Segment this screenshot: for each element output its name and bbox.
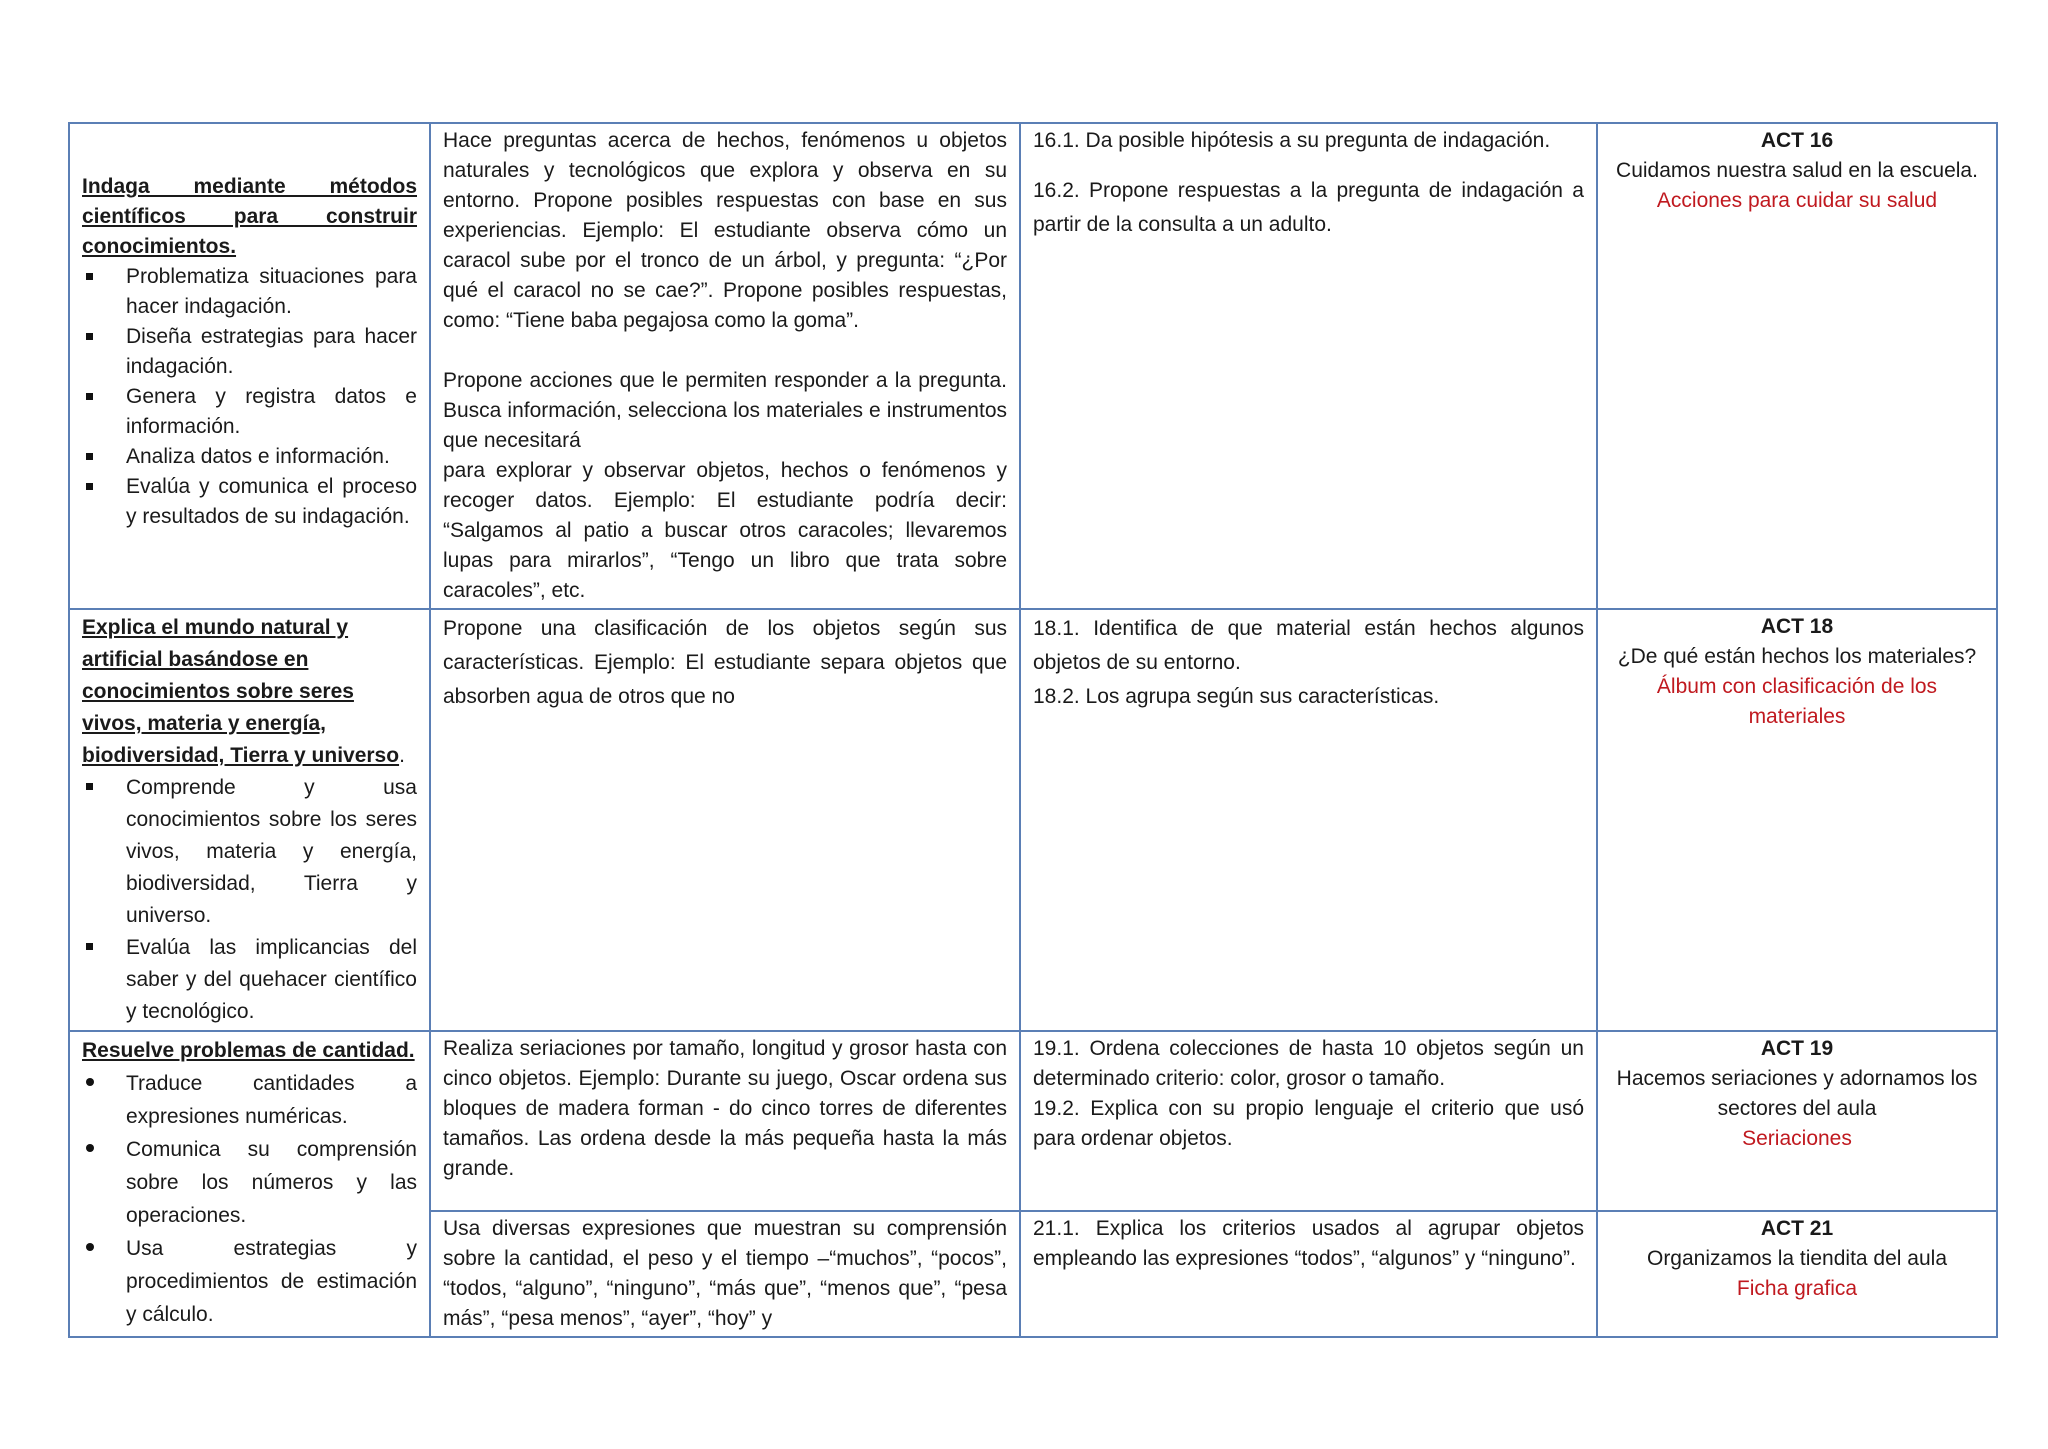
criterion-text: 18.2. Los agrupa según sus características. [1033, 685, 1440, 708]
performance-text: Hace preguntas acerca de hechos, fenómenos u objetos naturales y tecnológicos que explora y observa en su entorno. Propone posibles respuestas con base en sus experiencias. Ejemplo: El estudiante observa cómo un caracol sube por el tronco de un árbol, y pregunta: “¿Por qué el caracol no se cae?”. Propone posibles respuestas, como: “Tiene baba pegajosa como la goma”. [443, 129, 1007, 332]
criterion-text: 19.1. Ordena colecciones de hasta 10 objetos según un determinado criterio: color, grosor o tamaño. [1033, 1037, 1584, 1090]
activity-cell [1597, 1211, 1997, 1337]
activity-title: Cuidamos nuestra salud en la escuela. [1616, 159, 1978, 182]
competency-cell [69, 1031, 430, 1337]
performance-text: Propone acciones que le permiten responder a la pregunta. Busca información, selecciona los materiales e instrumentos que necesitará [443, 369, 1007, 452]
activity-code: ACT 19 [1760, 1037, 1834, 1060]
performance-cell [430, 1031, 1020, 1211]
capacity-item: Comprende y usa conocimientos sobre los seres vivos, materia y energía, biodiversidad, Tierra y universo. [82, 772, 417, 932]
capacity-item: Usa estrategias y procedimientos de estimación y cálculo. [82, 1232, 417, 1331]
performance-cell [430, 609, 1020, 1031]
activity-product: Álbum con clasificación de los materiales [1656, 675, 1938, 728]
capacity-item: Diseña estrategias para hacer indagación. [82, 322, 417, 382]
performance-text: Realiza seriaciones por tamaño, longitud y grosor hasta con cinco objetos. Ejemplo: Durante su juego, Oscar ordena sus bloques de madera forman - do cinco torres de diferentes tamaños. Las ordena desde la más pequeña hasta la más grande. [443, 1037, 1007, 1180]
competency-cell [69, 123, 430, 609]
criterion-text: 21.1. Explica los criterios usados al agrupar objetos empleando las expresiones “todos”, “algunos” y “ninguno”. [1033, 1217, 1584, 1270]
table-row [69, 1031, 1997, 1211]
capacity-item: Evalúa y comunica el proceso y resultados de su indagación. [82, 472, 417, 532]
capacity-list [82, 1067, 417, 1331]
competency-suffix: . [399, 744, 405, 767]
competency-title: Resuelve problemas de cantidad. [82, 1039, 415, 1062]
competency-title: Explica el mundo natural y artificial basándose en conocimientos sobre seres vivos, materia y energía, biodiversidad, Tierra y universo [82, 616, 400, 767]
competency-title: Indaga mediante métodos científicos para construir conocimientos. [82, 175, 417, 258]
criteria-cell [1020, 1031, 1597, 1211]
activity-cell [1597, 1031, 1997, 1211]
criteria-cell [1020, 1211, 1597, 1337]
performance-cell [430, 1211, 1020, 1337]
activity-product: Seriaciones [1742, 1127, 1852, 1150]
activity-cell [1597, 123, 1997, 609]
capacity-list [82, 262, 417, 532]
criterion-text: 19.2. Explica con su propio lenguaje el criterio que usó para ordenar objetos. [1033, 1097, 1584, 1150]
table-row [69, 609, 1997, 1031]
performance-text: Usa diversas expresiones que muestran su comprensión sobre la cantidad, el peso y el tiempo –“muchos”, “pocos”, “todos, “alguno”, “ninguno”, “más que”, “menos que”, “pesa más”, “pesa menos”, “ayer”, “hoy” y [443, 1217, 1007, 1330]
planning-table [68, 122, 1998, 1338]
criterion-text: 16.1. Da posible hipótesis a su pregunta de indagación. [1033, 129, 1551, 152]
capacity-item: Evalúa las implicancias del saber y del quehacer científico y tecnológico. [82, 932, 417, 1028]
activity-cell [1597, 609, 1997, 1031]
criterion-text: 18.1. Identifica de que material están hechos algunos objetos de su entorno. [1033, 617, 1584, 674]
criterion-text: 16.2. Propone respuestas a la pregunta de indagación a partir de la consulta a un adulto. [1033, 179, 1584, 236]
activity-code: ACT 21 [1760, 1217, 1834, 1240]
performance-text: Propone una clasificación de los objetos según sus características. Ejemplo: El estudiante separa objetos que absorben agua de otros que no [443, 617, 1007, 708]
capacity-item: Genera y registra datos e información. [82, 382, 417, 442]
competency-cell [69, 609, 430, 1031]
capacity-item: Traduce cantidades a expresiones numéricas. [82, 1067, 417, 1133]
activity-title: Hacemos seriaciones y adornamos los sectores del aula [1616, 1067, 1978, 1120]
capacity-item: Problematiza situaciones para hacer indagación. [82, 262, 417, 322]
capacity-item: Comunica su comprensión sobre los números y las operaciones. [82, 1133, 417, 1232]
activity-code: ACT 18 [1760, 615, 1834, 638]
capacity-list [82, 772, 417, 1028]
performance-cell [430, 123, 1020, 609]
activity-title: ¿De qué están hechos los materiales? [1617, 645, 1977, 668]
activity-title: Organizamos la tiendita del aula [1646, 1247, 1947, 1270]
criteria-cell [1020, 609, 1597, 1031]
activity-code: ACT 16 [1760, 129, 1834, 152]
capacity-item: Analiza datos e información. [82, 442, 417, 472]
performance-text: para explorar y observar objetos, hechos o fenómenos y recoger datos. Ejemplo: El estudiante podría decir: “Salgamos al patio a buscar otros caracoles; llevaremos lupas para mirarlos”, “Tengo un libro que trata sobre caracoles”, etc. [443, 459, 1007, 602]
activity-product: Ficha grafica [1736, 1277, 1858, 1300]
criteria-cell [1020, 123, 1597, 609]
table-row [69, 123, 1997, 609]
activity-product: Acciones para cuidar su salud [1656, 189, 1938, 212]
